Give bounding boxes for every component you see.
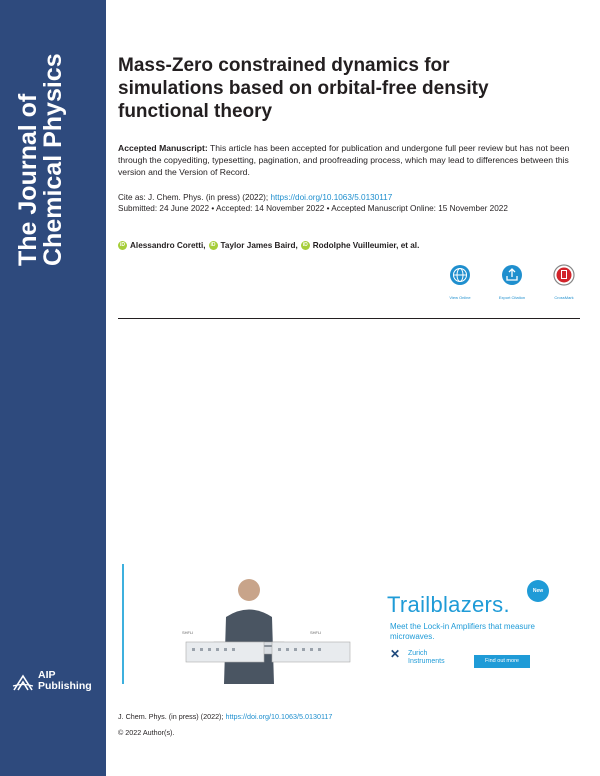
author-name[interactable]: Alessandro Coretti,: [130, 241, 206, 250]
accepted-manuscript-notice: [118, 142, 580, 178]
ad-subtitle: Meet the Lock-in Amplifiers that measure microwaves.: [390, 622, 535, 641]
footer-citation-prefix: J. Chem. Phys. (in press) (2022);: [118, 712, 226, 721]
aip-logo-icon: [12, 674, 34, 692]
instrument-label-left: SHFLI: [182, 630, 194, 635]
journal-title: [16, 36, 66, 266]
orcid-icon[interactable]: iD: [120, 242, 125, 248]
accepted-manuscript-label: Accepted Manuscript:: [118, 143, 208, 153]
instrument-boxes-image: [184, 636, 354, 666]
export-citation-label: Export Citation: [498, 295, 526, 300]
doi-link[interactable]: https://doi.org/10.1063/5.0130117: [270, 193, 393, 202]
aip-logo-line2: Publishing: [38, 680, 92, 692]
crossmark-icon: [553, 264, 575, 286]
find-out-more-button[interactable]: Find out more: [474, 655, 530, 668]
article-actions: [440, 264, 580, 304]
globe-icon: [449, 264, 471, 286]
journal-sidebar: [0, 0, 106, 776]
advertisement-banner[interactable]: [122, 564, 572, 684]
zurich-x-icon: ✕: [390, 647, 401, 661]
view-online-button[interactable]: [440, 264, 480, 300]
journal-title-line1: The Journal of: [14, 93, 42, 266]
header-divider: [118, 318, 580, 319]
view-online-label: View Online: [449, 295, 471, 300]
article-title: Mass-Zero constrained dynamics for simulations based on orbital-free density functional theory: [118, 55, 489, 122]
aip-logo-line1: AIP: [38, 669, 56, 681]
crossmark-button[interactable]: [544, 264, 584, 300]
crossmark-label: CrossMark: [554, 295, 574, 300]
orcid-icon[interactable]: iD: [210, 242, 216, 248]
person-holding-instruments-image: [204, 572, 294, 684]
citation-prefix: Cite as: J. Chem. Phys. (in press) (2022);: [118, 193, 271, 202]
citation-line: [118, 192, 580, 203]
footer-citation: [118, 712, 332, 721]
brand-line1: Zurich: [408, 650, 428, 657]
author-name[interactable]: Rodolphe Vuilleumier, et al.: [312, 241, 420, 250]
instrument-label-right: SHFLI: [310, 630, 322, 635]
author-list: [118, 240, 580, 251]
export-icon: [501, 264, 523, 286]
aip-publishing-logo[interactable]: [12, 670, 102, 698]
accepted-manuscript-text: This article has been accepted for publication and undergone full peer review but has not been through the copyediting, typesetting, pagination, and proofreading process, which may lead to differences between this version and the Version of Record.: [118, 143, 570, 177]
footer-doi-link[interactable]: https://doi.org/10.1063/5.0130117: [225, 712, 333, 721]
export-citation-button[interactable]: [492, 264, 532, 300]
ad-headline: Trailblazers.: [387, 592, 510, 617]
author-name[interactable]: Taylor James Baird,: [220, 241, 298, 250]
copyright-notice: © 2022 Author(s).: [118, 728, 175, 737]
new-badge: New: [527, 580, 549, 602]
orcid-icon[interactable]: iD: [302, 242, 308, 248]
submission-dates: Submitted: 24 June 2022 • Accepted: 14 November 2022 • Accepted Manuscript Online: 15 November 2022: [118, 204, 508, 213]
journal-title-line2: Chemical Physics: [39, 53, 67, 266]
brand-line2: Instruments: [408, 658, 445, 665]
